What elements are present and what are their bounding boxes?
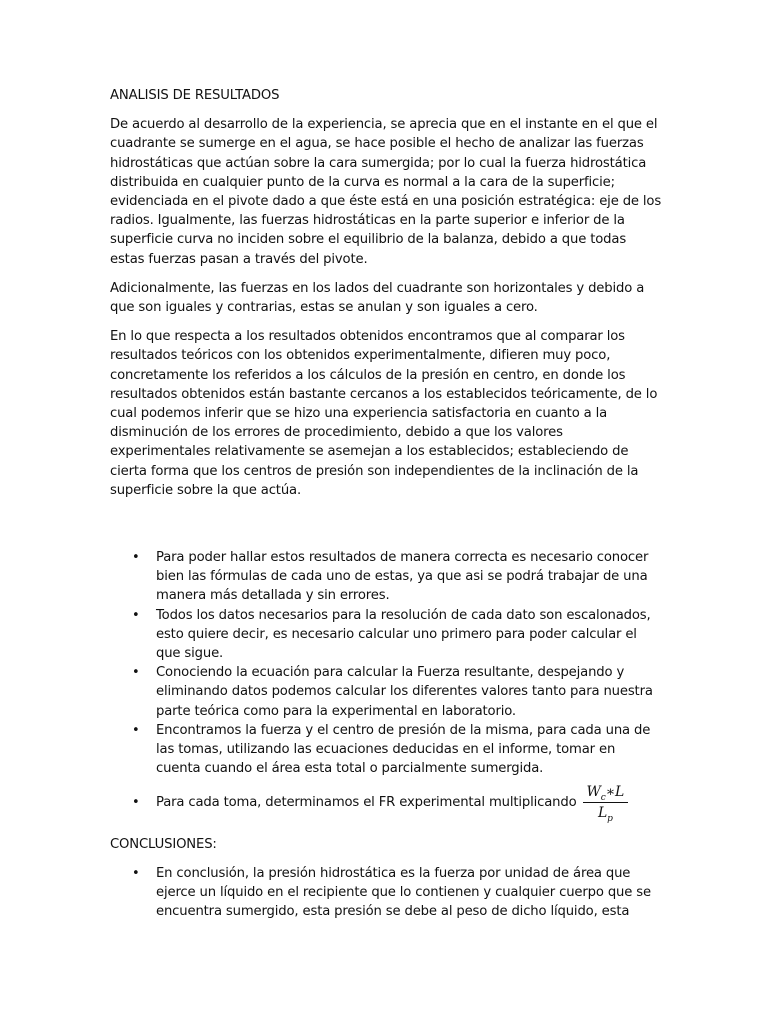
bullet-dot-icon: • — [132, 607, 140, 623]
formula-sub-p: p — [607, 813, 613, 824]
bullet-dot-icon: • — [132, 865, 140, 881]
bullet-dot-icon: • — [132, 665, 140, 681]
bullet-dot-icon: • — [132, 794, 140, 810]
conclusions-bullet-list — [110, 864, 662, 922]
results-bullet-list — [110, 548, 662, 824]
bullet-dot-icon: • — [132, 550, 140, 566]
paragraph-2: Adicionalmente, las fuerzas en los lados del cuadrante son horizontales y debido a que son iguales y contrarias, estas se anulan y son iguales a cero. — [110, 280, 645, 316]
conclusion-item-1 — [110, 864, 662, 922]
bullet-item-3 — [110, 663, 662, 721]
formula-denominator — [598, 803, 613, 822]
bullet-text: En conclusión, la presión hidrostática es la fuerza por unidad de área que ejerce un líquido en el recipiente que lo contienen y cualquier cuerpo que se encuentra sumergido, esta presión se debe al peso de dicho líquido, esta — [156, 865, 651, 920]
bullet-dot-icon: • — [132, 722, 140, 738]
conclusions-title: CONCLUSIONES: — [110, 836, 217, 852]
bullet-text: Para poder hallar estos resultados de manera correcta es necesario conocer bien las fórmulas de cada uno de estas, ya que asi se podrá trabajar de una manera más detallada y sin errores. — [156, 550, 649, 604]
bullet-item-2 — [110, 606, 662, 664]
formula-w: W — [586, 784, 601, 800]
section-title: ANALISIS DE RESULTADOS — [110, 88, 280, 103]
formula-times-l: ∗L — [605, 784, 625, 800]
section-spacer — [110, 510, 662, 548]
bullet-text: Para cada toma, determinamos el FR experimental multiplicando — [156, 794, 577, 810]
formula-sub-c: c — [600, 792, 606, 803]
paragraph-1: De acuerdo al desarrollo de la experiencia, se aprecia que en el instante en el que el cuadrante se sumerge en el agua, se hace posible el hecho de analizar las fuerzas hidrostáticas que actúan sobre la cara sumergida; por lo cual la fuerza hidrostática distribuida en cualquier punto de la curva es normal a la cara de la superficie; evidenciada en el pivote dado a que éste está en una posición estratégica: eje de los radios. Igualmente, las fuerzas hidrostáticas en la parte superior e inferior de la superficie curva no inciden sobre el equilibrio de la balanza, debido a que todas estas fuerzas pasan a través del pivote. — [110, 117, 662, 267]
fraction-formula — [583, 783, 629, 822]
bullet-item-formula — [110, 781, 662, 825]
bullet-item-1 — [110, 548, 662, 606]
formula-numerator — [583, 783, 629, 803]
bullet-text: Conociendo la ecuación para calcular la Fuerza resultante, despejando y eliminando datos podemos calcular los diferentes valores tanto para nuestra parte teórica como para la experimental en laboratorio. — [156, 665, 653, 719]
document-page — [110, 86, 662, 921]
bullet-text: Todos los datos necesarios para la resolución de cada dato son escalonados, esto quiere decir, es necesario calcular uno primero para poder calcular el que sigue. — [156, 607, 651, 662]
formula-l: L — [597, 805, 608, 821]
bullet-text: Encontramos la fuerza y el centro de presión de la misma, para cada una de las tomas, utilizando las ecuaciones deducidas en el informe, tomar en cuenta cuando el área esta total o parcialmente sumergida. — [156, 722, 651, 777]
paragraph-3: En lo que respecta a los resultados obtenidos encontramos que al comparar los resultados teóricos con los obtenidos experimentalmente, difieren muy poco, concretamente los referidos a los cálculos de la presión en centro, en donde los resultados obtenidos están bastante cercanos a los establecidos teóricamente, de lo cual podemos inferir que se hizo una experiencia satisfactoria en cuanto a la disminución de los errores de procedimiento, debido a que los valores experimentales relativamente se asemejan a los establecidos; estableciendo de cierta forma que los centros de presión son independientes de la inclinación de la superficie sobre la que actúa. — [110, 329, 658, 498]
bullet-item-4 — [110, 721, 662, 779]
